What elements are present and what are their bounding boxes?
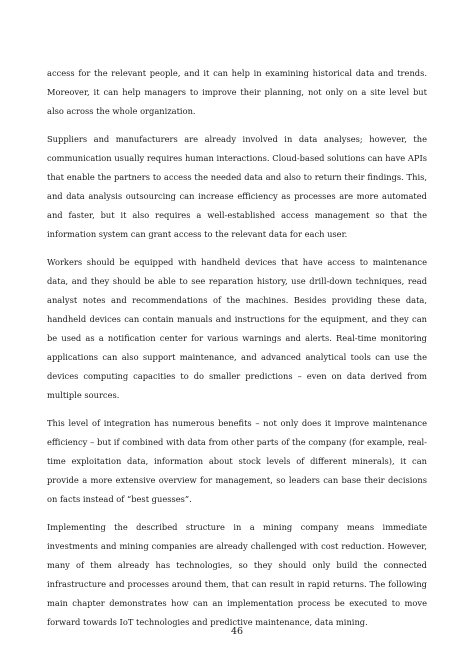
body-text bbox=[47, 64, 427, 641]
paragraph-3: Workers should be equipped with handheld devices that have access to maintenance data, and they should be able to see reparation history, use drill-down techniques, read analyst notes and recommendations of the machines. Besides providing these data, handheld devices can contain manuals and instructions for the equipment, and they can be used as a notification center for various warnings and alerts. Real-time monitoring applications can also support maintenance, and advanced analytical tools can use the devices computing capacities to do smaller predictions – even on data derived from multiple sources. bbox=[47, 257, 427, 400]
paragraph-5: Implementing the described structure in a mining company means immediate investments and mining companies are already challenged with cost reduction. However, many of them already has technologies, so they should only build the connected infrastructure and processes around them, that can result in rapid returns. The following main chapter demonstrates how can an implementation process be executed to move forward towards IoT technologies and predictive maintenance, data mining. bbox=[47, 522, 427, 627]
paragraph-2: Suppliers and manufacturers are already involved in data analyses; however, the communication usually requires human interactions. Cloud-based solutions can have APIs that enable the partners to access the needed data and also to return their findings. This, and data analysis outsourcing can increase efficiency as processes are more automated and faster, but it also requires a well-established access management so that the information system can grant access to the relevant data for each user. bbox=[47, 134, 427, 239]
page-number: 46 bbox=[230, 626, 244, 637]
paragraph-1: access for the relevant people, and it can help in examining historical data and trends. Moreover, it can help managers to improve their planning, not only on a site level but also across the whole organization. bbox=[47, 68, 427, 116]
paragraph-4: This level of integration has numerous benefits – not only does it improve maintenance efficiency – but if combined with data from other parts of the company (for example, real-time exploitation data, information about stock levels of different minerals), it can provide a more extensive overview for management, so leaders can base their decisions on facts instead of “best guesses”. bbox=[47, 418, 427, 504]
